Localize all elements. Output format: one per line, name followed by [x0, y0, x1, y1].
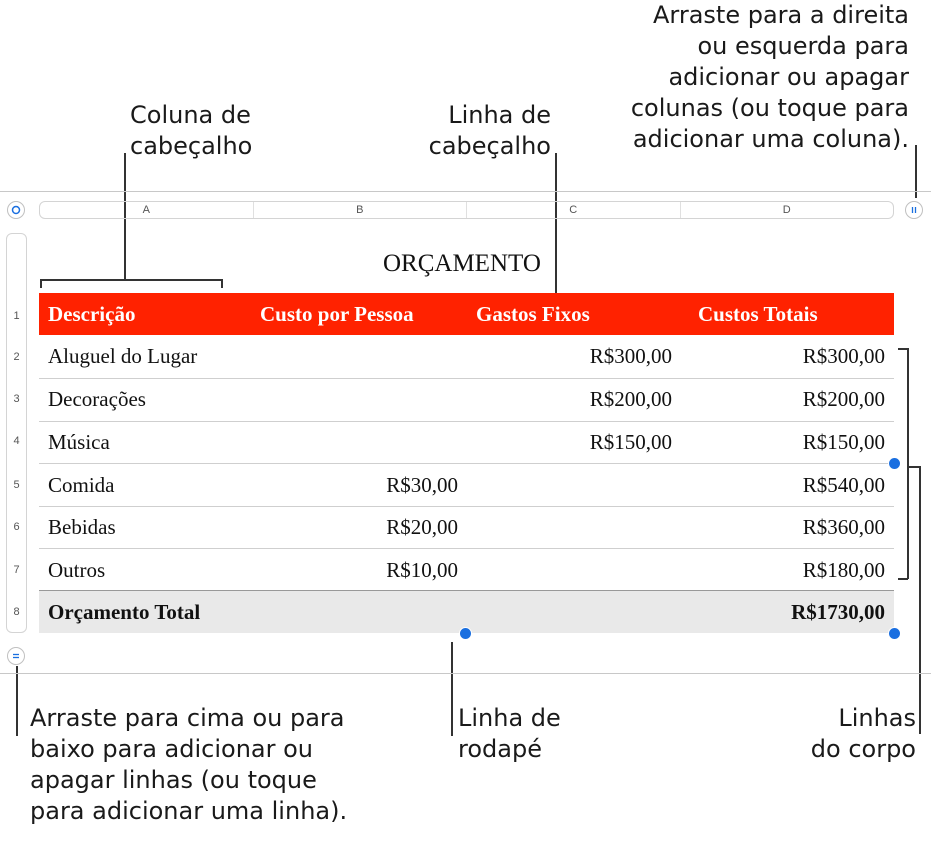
- table-cell[interactable]: Bebidas: [48, 515, 116, 539]
- callout-add-columns: Arraste para a direita ou esquerda para adicionar ou apagar colunas (ou toque para adicionar uma coluna).: [630, 1, 909, 153]
- row-number-3[interactable]: 3: [13, 393, 20, 405]
- footer-cell[interactable]: [467, 591, 672, 633]
- table-row[interactable]: [39, 464, 894, 506]
- table-cell[interactable]: R$300,00: [589, 344, 672, 368]
- column-letter-c[interactable]: C: [467, 202, 681, 218]
- table-title[interactable]: ORÇAMENTO: [383, 250, 541, 277]
- header-cell[interactable]: Gastos Fixos: [476, 302, 590, 326]
- header-cell[interactable]: Descrição: [48, 302, 136, 326]
- footer-cell[interactable]: R$1730,00: [791, 600, 885, 624]
- row-number-bar: [6, 233, 27, 633]
- table-resize-handle[interactable]: [888, 627, 901, 640]
- footer-cell[interactable]: Orçamento Total: [48, 600, 201, 624]
- table-cell[interactable]: R$200,00: [802, 387, 885, 411]
- table-cell[interactable]: [467, 549, 672, 591]
- table-row[interactable]: [39, 335, 894, 377]
- leader-footer-row: [451, 642, 453, 736]
- row-handle-icon[interactable]: [7, 647, 25, 665]
- table-cell[interactable]: Decorações: [48, 387, 146, 411]
- header-cell[interactable]: Custo por Pessoa: [260, 302, 414, 326]
- footer-drag-handle[interactable]: [459, 627, 472, 640]
- column-handle-icon[interactable]: [905, 201, 923, 219]
- bracket-body-top: [898, 348, 908, 350]
- footer-cell[interactable]: [253, 591, 458, 633]
- bracket-left-tick: [40, 279, 42, 288]
- row-number-6[interactable]: 6: [13, 521, 20, 533]
- row-number-8[interactable]: 8: [13, 606, 20, 618]
- table-cell[interactable]: R$30,00: [386, 473, 458, 497]
- editor-bottom-border: [0, 673, 931, 674]
- row-number-1[interactable]: 1: [13, 310, 20, 322]
- table-cell[interactable]: [467, 464, 672, 506]
- table-cell[interactable]: R$200,00: [589, 387, 672, 411]
- table-cell[interactable]: R$20,00: [386, 515, 458, 539]
- header-cell[interactable]: Custos Totais: [698, 302, 818, 326]
- leader-body-rows: [919, 466, 921, 734]
- table-cell[interactable]: [467, 506, 672, 548]
- column-letter-bar: [39, 201, 894, 219]
- table-cell[interactable]: Outros: [48, 558, 106, 582]
- table-cell[interactable]: R$360,00: [802, 515, 885, 539]
- bracket-body-bottom: [898, 578, 908, 580]
- callout-add-rows: Arraste para cima ou para baixo para adicionar ou apagar linhas (ou toque para adicionar uma linha).: [30, 704, 348, 825]
- row-number-2[interactable]: 2: [13, 351, 20, 363]
- row-number-5[interactable]: 5: [13, 479, 20, 491]
- table-cell[interactable]: [253, 421, 458, 463]
- column-letter-a[interactable]: A: [40, 202, 254, 218]
- column-letter-d[interactable]: D: [782, 204, 791, 216]
- column-letter-b[interactable]: B: [254, 202, 468, 218]
- leader-header-row: [555, 153, 557, 293]
- editor-top-border: [0, 191, 931, 192]
- body-row-drag-handle[interactable]: [888, 457, 901, 470]
- bracket-header-column: [40, 279, 222, 281]
- table-cell[interactable]: R$540,00: [802, 473, 885, 497]
- table-cell[interactable]: R$150,00: [802, 430, 885, 454]
- bracket-body-rows: [907, 348, 909, 579]
- callout-header-row: Linha de cabeçalho: [428, 101, 551, 160]
- table-cell[interactable]: [253, 378, 458, 420]
- bracket-right-tick: [221, 279, 223, 288]
- table-cell[interactable]: Aluguel do Lugar: [48, 344, 198, 368]
- table-cell[interactable]: R$10,00: [386, 558, 458, 582]
- table-row[interactable]: [39, 378, 894, 420]
- bracket-body-mid: [907, 466, 920, 468]
- table-cell[interactable]: R$180,00: [802, 558, 885, 582]
- leader-add-rows: [16, 666, 18, 736]
- table-row[interactable]: [39, 421, 894, 463]
- table-cell[interactable]: R$150,00: [589, 430, 672, 454]
- header-row[interactable]: [39, 293, 894, 335]
- table-row[interactable]: [39, 549, 894, 591]
- row-number-7[interactable]: 7: [13, 564, 20, 576]
- callout-body-rows: Linhas do corpo: [810, 704, 916, 763]
- table-cell[interactable]: Música: [48, 430, 110, 454]
- row-number-4[interactable]: 4: [13, 435, 20, 447]
- table-cell[interactable]: [253, 335, 458, 377]
- table-row[interactable]: [39, 506, 894, 548]
- table-cell[interactable]: Comida: [48, 473, 115, 497]
- circle-select-icon[interactable]: [7, 201, 25, 219]
- callout-footer-row: Linha de rodapé: [458, 704, 561, 763]
- callout-header-column: Coluna de cabeçalho: [130, 101, 253, 160]
- table-cell[interactable]: R$300,00: [802, 344, 885, 368]
